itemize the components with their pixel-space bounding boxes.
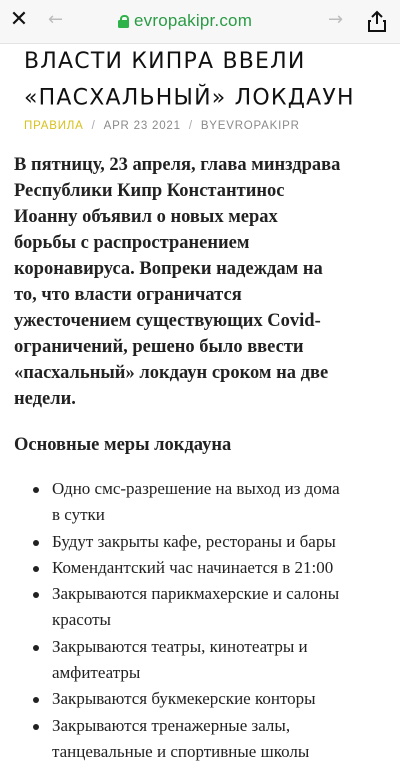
bullet-icon [33,724,39,730]
browser-toolbar [0,0,400,44]
bullet-icon [33,645,39,651]
back-arrow-icon[interactable]: ← [48,9,64,30]
bullet-icon [33,697,39,703]
lead-paragraph [14,152,390,412]
author-link[interactable]: BYEVROPAKIPR [200,120,300,132]
close-icon[interactable]: ✕ [9,7,29,32]
lead-line: недели. [14,389,76,409]
meta-separator: / [91,120,96,132]
list-item: Закрываются парикмахерские и салоны красоты [0,581,400,634]
article-meta [24,120,300,132]
measures-list [0,476,400,765]
lead-line: ужесточением существующих Covid- [14,311,321,331]
lead-line: Иоанну объявил о новых мерах [14,207,278,227]
article-content [0,44,400,765]
lead-line: коронавируса. Вопреки надеждам на [14,259,323,279]
list-item: Будут закрыты кафе, рестораны и бары [0,529,400,555]
share-icon[interactable] [366,9,388,33]
bullet-icon [33,592,39,598]
bullet-icon [33,487,39,493]
list-item: Закрываются букмекерские конторы [0,686,400,712]
list-item: Закрываются тренажерные залы, танцевальные и спортивные школы [0,713,400,765]
list-item: Комендантский час начинается в 21:00 [0,555,400,581]
lead-line: ограничений, решено было ввести [14,337,304,357]
title-line: ВЛАСТИ КИПРА ВВЕЛИ [24,48,306,74]
bullet-icon [33,540,39,546]
category-link[interactable]: ПРАВИЛА [24,120,84,132]
lock-icon [118,15,129,28]
site-domain: evropakipr.com [134,11,253,30]
publish-date: APR 23 2021 [103,120,181,132]
address-bar[interactable] [118,9,288,33]
lead-line: «пасхальный» локдаун сроком на две [14,363,329,383]
lead-line: Республики Кипр Константинос [14,181,285,201]
list-item: Закрываются театры, кинотеатры и амфитеатры [0,634,400,687]
measures-heading: Основные меры локдауна [14,435,232,455]
lead-line: то, что власти ограничатся [14,285,242,305]
list-item: Одно смс-разрешение на выход из дома в сутки [0,476,400,529]
bullet-icon [33,566,39,572]
forward-arrow-icon[interactable]: → [328,9,344,30]
lead-line: В пятницу, 23 апреля, глава минздрава [14,155,341,175]
lead-line: борьбы с распространением [14,233,250,253]
article-title [24,44,384,117]
meta-separator: / [188,120,193,132]
title-line: «ПАСХАЛЬНЫЙ» ЛОКДАУН [24,85,355,111]
